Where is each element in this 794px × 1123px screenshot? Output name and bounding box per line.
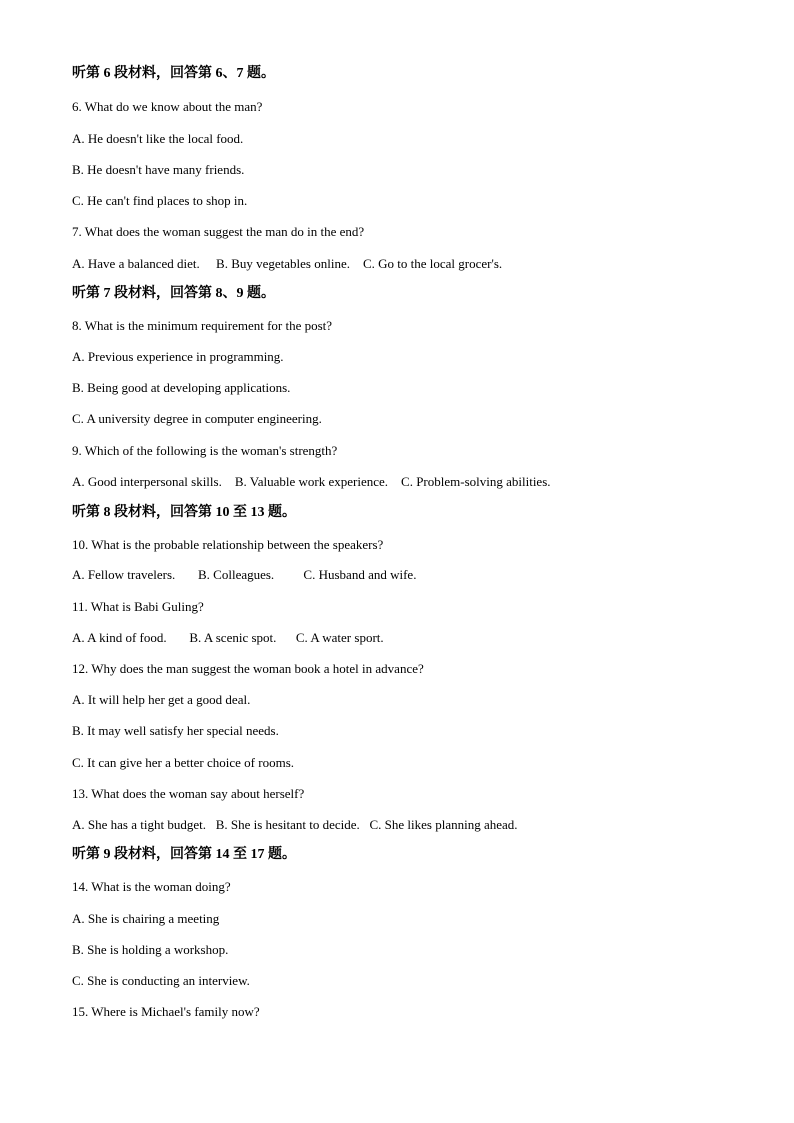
question-8: 8. What is the minimum requirement for the post?: [72, 318, 333, 333]
section-heading-8: 听第 8 段材料，回答第 10 至 13 题。: [72, 505, 296, 520]
option-12c: C. It can give her a better choice of rooms.: [72, 755, 294, 770]
options-11: A. A kind of food. B. A scenic spot. C. A water sport.: [72, 630, 384, 645]
option-14c: C. She is conducting an interview.: [72, 973, 250, 988]
section-heading-6: 听第 6 段材料，回答第 6、7 题。: [72, 66, 275, 81]
section-heading-9: 听第 9 段材料，回答第 14 至 17 题。: [72, 847, 296, 862]
section-heading-7: 听第 7 段材料，回答第 8、9 题。: [72, 286, 275, 301]
option-6b: B. He doesn't have many friends.: [72, 162, 245, 177]
options-7: A. Have a balanced diet. B. Buy vegetables online. C. Go to the local grocer's.: [72, 256, 503, 271]
question-7: 7. What does the woman suggest the man do in the end?: [72, 224, 365, 239]
question-6: 6. What do we know about the man?: [72, 99, 263, 114]
option-12a: A. It will help her get a good deal.: [72, 692, 251, 707]
options-10: A. Fellow travelers. B. Colleagues. C. Husband and wife.: [72, 567, 417, 582]
option-8a: A. Previous experience in programming.: [72, 349, 284, 364]
option-6c: C. He can't find places to shop in.: [72, 193, 248, 208]
question-13: 13. What does the woman say about herself?: [72, 786, 305, 801]
option-14a: A. She is chairing a meeting: [72, 911, 220, 926]
question-15: 15. Where is Michael's family now?: [72, 1004, 260, 1019]
options-13: A. She has a tight budget. B. She is hesitant to decide. C. She likes planning ahead.: [72, 817, 518, 832]
question-11: 11. What is Babi Guling?: [72, 599, 204, 614]
question-12: 12. Why does the man suggest the woman book a hotel in advance?: [72, 661, 424, 676]
option-8b: B. Being good at developing applications.: [72, 380, 291, 395]
question-14: 14. What is the woman doing?: [72, 879, 231, 894]
option-6a: A. He doesn't like the local food.: [72, 131, 244, 146]
options-9: A. Good interpersonal skills. B. Valuable work experience. C. Problem-solving abilities.: [72, 474, 551, 489]
question-9: 9. Which of the following is the woman's strength?: [72, 443, 338, 458]
question-10: 10. What is the probable relationship between the speakers?: [72, 537, 384, 552]
option-8c: C. A university degree in computer engineering.: [72, 411, 322, 426]
option-14b: B. She is holding a workshop.: [72, 942, 229, 957]
option-12b: B. It may well satisfy her special needs.: [72, 723, 279, 738]
